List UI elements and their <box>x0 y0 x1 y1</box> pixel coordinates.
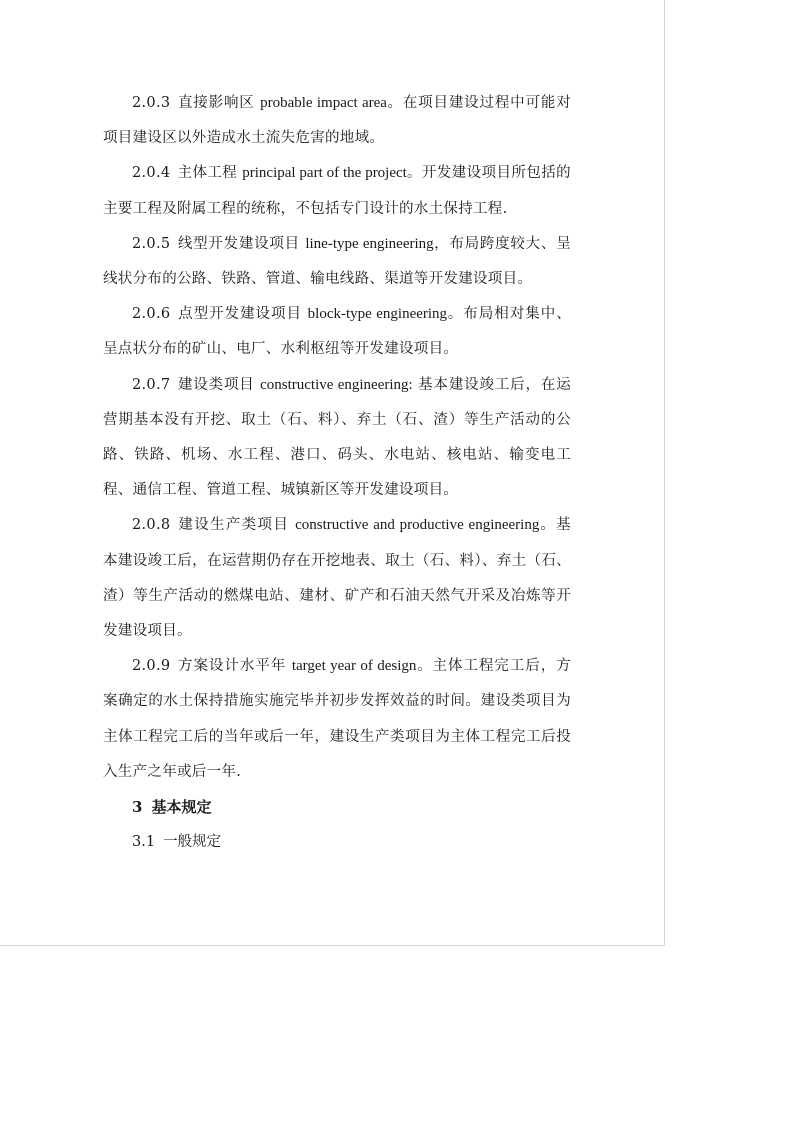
clause-term-en: block-type engineering <box>307 306 448 323</box>
clause-number: 2.0.9 <box>132 658 171 675</box>
clause-term-cn: 直接影响区 <box>177 95 255 111</box>
clause-body: 。在项目建设过程中可能对项目建设区以外造成水土流失危害的地域。 <box>103 95 571 147</box>
clause-body: 。基本建设竣工后，在运营期仍存在开挖地表、取土（石、料）、弃土（石、渣）等生产活动的燃煤电站、建材、矿产和石油天然气开采及冶炼等开发建设项目。 <box>103 517 571 640</box>
clause-number: 2.0.7 <box>132 376 171 393</box>
clause-number: 2.0.5 <box>132 235 171 252</box>
clause-term-cn: 线型开发建设项目 <box>177 235 300 252</box>
subsection-title: 一般规定 <box>163 834 222 851</box>
section-number: 3 <box>132 798 143 817</box>
clause-2-0-7 <box>103 368 571 509</box>
clause-term-cn: 点型开发建设项目 <box>177 306 303 323</box>
clause-body: 基本建设竣工后，在运营期基本没有开挖、取土（石、料）、弃土（石、渣）等生产活动的公路、铁路、机场、水工程、港口、码头、水电站、核电站、输变电工程、通信工程、管道工程、城镇新区等开发建设项目。 <box>103 376 571 499</box>
clause-term-en: constructive and productive engineering <box>295 517 540 534</box>
clause-term-en: target year of design <box>291 658 417 675</box>
clause-2-0-4 <box>103 156 571 226</box>
clause-body: 。布局相对集中、呈点状分布的矿山、电厂、水利枢纽等开发建设项目。 <box>103 306 572 358</box>
section-title: 基本规定 <box>151 798 212 817</box>
clause-body: ，布局跨度较大、呈线状分布的公路、铁路、管道、输电线路、渠道等开发建设项目。 <box>103 235 571 288</box>
clause-2-0-3 <box>103 86 571 156</box>
clause-2-0-8 <box>103 508 571 649</box>
clause-term-en: principal part of the project <box>242 165 407 182</box>
clause-term-cn: 主体工程 <box>177 165 238 182</box>
page-content <box>103 86 571 860</box>
clause-2-0-9 <box>103 649 571 790</box>
clause-term-cn: 建设生产类项目 <box>177 517 290 534</box>
clause-body: 。开发建设项目所包括的主要工程及附属工程的统称，不包括专门设计的水土保持工程. <box>103 165 571 217</box>
subsection-number: 3.1 <box>132 834 156 851</box>
clause-number: 2.0.8 <box>132 517 171 534</box>
clause-term-cn: 建设类项目 <box>177 376 255 393</box>
clause-body: 。主体工程完工后，方案确定的水土保持措施实施完毕并初步发挥效益的时间。建设类项目为主体工程完工后的当年或后一年，建设生产类项目为主体工程完工后投入生产之年或后一年. <box>103 658 572 780</box>
clause-number: 2.0.4 <box>132 165 171 182</box>
section-heading <box>103 790 571 825</box>
clause-2-0-5 <box>103 227 571 297</box>
clause-term-en: line-type engineering <box>305 235 434 252</box>
clause-number: 2.0.6 <box>132 306 171 323</box>
clause-term-en: probable impact area <box>260 95 387 111</box>
clause-2-0-6 <box>103 297 571 367</box>
subsection-heading <box>103 825 571 860</box>
clause-term-en: constructive engineering: <box>260 376 413 393</box>
clause-number: 2.0.3 <box>132 95 171 111</box>
clause-term-cn: 方案设计水平年 <box>177 658 287 675</box>
